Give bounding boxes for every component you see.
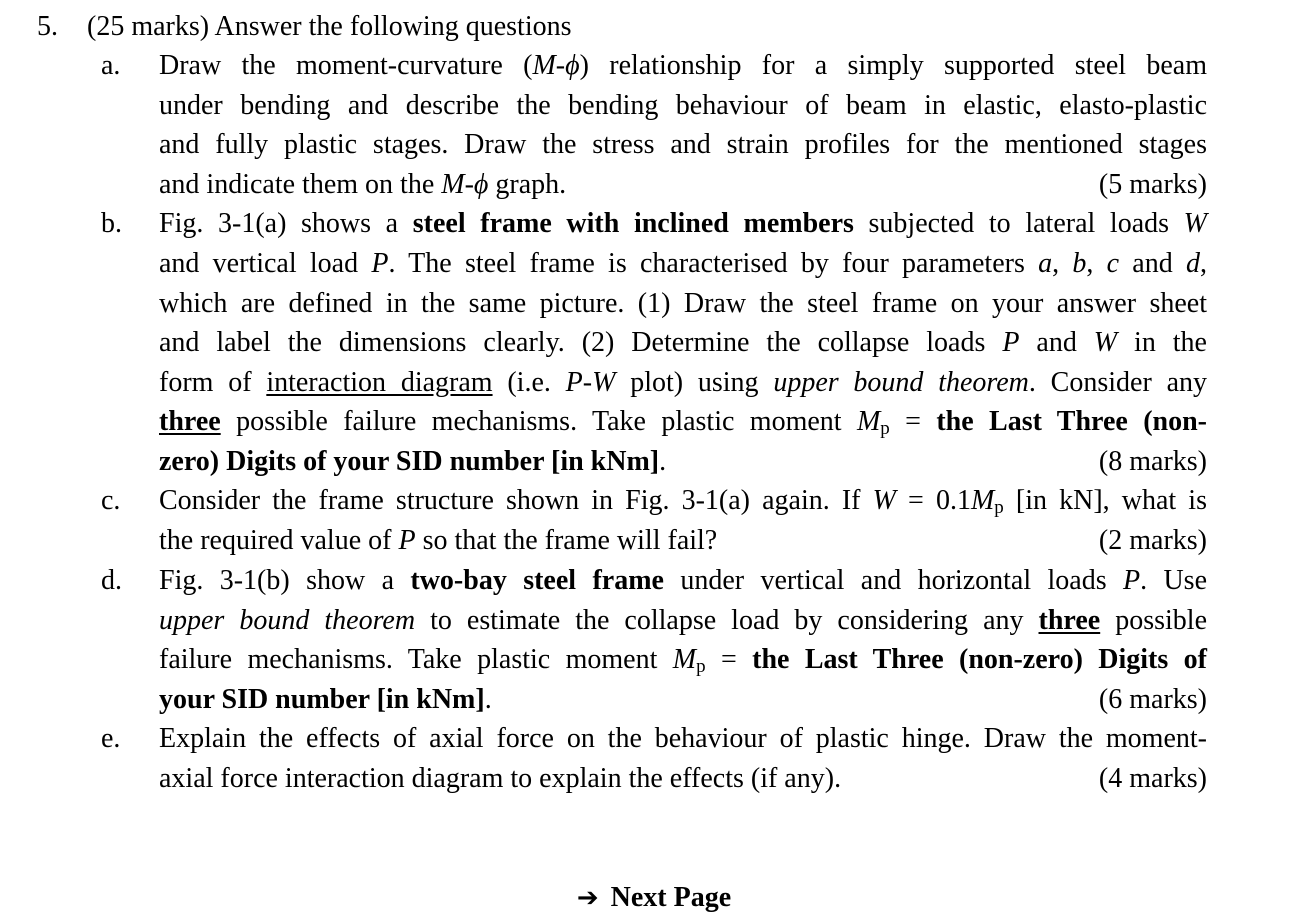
part-a-line-4: and indicate them on the M-ϕ graph. (5 marks): [0, 165, 1308, 205]
part-letter: b.: [101, 208, 122, 239]
part-b-line-5: form of interaction diagram (i.e. P-W plot) using upper bound theorem. Consider any: [159, 367, 1207, 398]
part-d-line-1: d. Fig. 3-1(b) show a two-bay steel frame under vertical and horizontal loads P. Use: [0, 561, 1308, 601]
part-d-marks: (6 marks): [1098, 684, 1207, 715]
part-a-line-3: and fully plastic stages. Draw the stress and strain profiles for the mentioned stages: [159, 129, 1207, 160]
part-c-marks: (2 marks): [1098, 525, 1207, 556]
part-e-line-2: axial force interaction diagram to explain the effects (if any). (4 marks): [0, 759, 1308, 799]
part-c-line-2: the required value of P so that the frame will fail? (2 marks): [0, 521, 1308, 561]
part-b-line-1: b. Fig. 3-1(a) shows a steel frame with inclined members subjected to lateral loads W: [0, 204, 1308, 244]
part-a-line-1: a. Draw the moment-curvature (M-ϕ) relationship for a simply supported steel beam: [0, 46, 1308, 86]
part-e-marks: (4 marks): [1098, 763, 1207, 794]
part-d-line-2: upper bound theorem to estimate the collapse load by considering any three possible: [159, 605, 1207, 636]
part-letter: d.: [101, 565, 122, 596]
part-letter: e.: [101, 723, 121, 754]
part-letter: c.: [101, 485, 121, 516]
question-title: (25 marks) Answer the following questions: [87, 11, 572, 42]
part-b-line-4: and label the dimensions clearly. (2) Determine the collapse loads P and W in the: [159, 327, 1207, 358]
part-e-line-1: e. Explain the effects of axial force on the behaviour of plastic hinge. Draw the moment-: [0, 719, 1308, 759]
right-arrow-icon: ➔: [576, 883, 599, 913]
part-d-line-4: your SID number [in kNm]. (6 marks): [0, 680, 1308, 720]
part-b-line-6: three possible failure mechanisms. Take plastic moment $M_p$ = the Last Three (non-: [159, 406, 1207, 439]
part-d-line-3: failure mechanisms. Take plastic moment $M_p$ = the Last Three (non-zero) Digits of: [159, 644, 1207, 677]
part-b-line-3: which are defined in the same picture. (1) Draw the steel frame on your answer sheet: [159, 288, 1207, 319]
part-a-line-2: under bending and describe the bending behaviour of beam in elastic, elasto-plastic: [159, 90, 1207, 121]
part-a-marks: (5 marks): [1098, 169, 1207, 200]
part-b-line-2: and vertical load P. The steel frame is characterised by four parameters a, b, c and d,: [159, 248, 1207, 279]
part-c-line-1: c. Consider the frame structure shown in Fig. 3-1(a) again. If $W = 0.1M_p$ [in kN], what is: [0, 481, 1308, 521]
part-b-line-7: zero) Digits of your SID number [in kNm]. (8 marks): [0, 442, 1308, 482]
next-page-label: Next Page: [610, 882, 732, 913]
next-page-footer: [0, 878, 1308, 918]
question-header: [0, 7, 1308, 47]
question-number: 5.: [37, 11, 58, 42]
part-letter: a.: [101, 50, 121, 81]
part-b-marks: (8 marks): [1098, 446, 1207, 477]
